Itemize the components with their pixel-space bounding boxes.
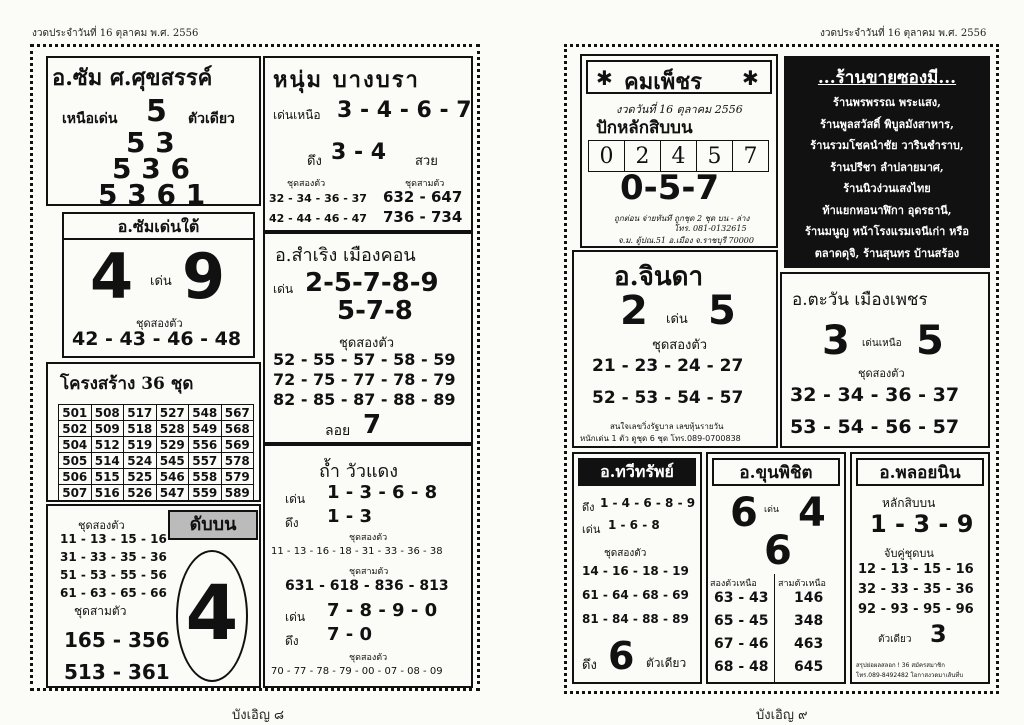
khom-big: 0-5-7 [620,168,720,208]
khom-digit-cell: 5 [697,141,733,172]
ploi-lak: หลักสิบบน [882,496,936,510]
khrongsang-cell: 509 [91,421,124,437]
khrongsang-cell: 557 [189,453,222,469]
khun-row-two: 68 - 48 [714,659,769,675]
thawi-l3: 81 - 84 - 88 - 89 [582,612,689,626]
tawan-l2: 53 - 54 - 56 - 57 [790,416,960,438]
khun-row-two: 63 - 43 [714,590,769,606]
left-footer: บังเอิญ ๘ [232,708,285,723]
samroeng-n1: 2-5-7-8-9 [305,268,439,298]
khrongsang-cell: 526 [124,485,157,501]
khrongsang-cell: 529 [156,437,189,453]
shop-line: ร้านพูลสวัสดิ์ พิบูลมังสาหาร, [820,117,954,131]
tham-den2-nums: 7 - 8 - 9 - 0 [327,600,438,621]
tham-chut-song-2: ชุดสองตัว [349,653,388,663]
bottom-chut-song-label: ชุดสองตัว [78,519,125,532]
tham-song-line-2: 70 - 77 - 78 - 79 - 00 - 07 - 08 - 09 [271,666,443,677]
khrongsang-row [59,453,254,469]
tham-den-nums: 1 - 3 - 6 - 8 [327,482,438,503]
nump-r2a: 42 - 44 - 46 - 47 [269,212,367,225]
thawi-l2: 61 - 64 - 68 - 69 [582,588,689,602]
khun-row-two: 67 - 46 [714,636,769,652]
samroeng-l2: 72 - 75 - 77 - 78 - 79 [273,370,456,389]
khrongsang-row [59,469,254,485]
tham-dueng: ดึง [285,516,299,530]
khrongsang-cell: 547 [156,485,189,501]
bottom-sam-1: 165 - 356 [64,628,170,652]
khom-date: งวดวันที่ 16 ตุลาคม 2556 [616,103,743,116]
thawi-dueng: ดึง [582,501,595,514]
khrongsang-cell: 528 [156,421,189,437]
khom-info-1: ถูกต่อน จ่ายทันที ถูกชุด 2 ชุด บน - ล่าง [614,214,750,223]
nump-chut-song: ชุดสองตัว [287,179,326,189]
left-header-date: งวดประจำวันที่ 16 ตุลาคม พ.ศ. 2556 [32,28,199,39]
khrongsang-row [59,485,254,501]
ploi-note-2: โทร.089-8492482 โอกาสงวดมาเส้นที่บ [856,672,964,679]
bottom-chut-sam-label: ชุดสามตัว [74,604,127,618]
khom-star-left-icon: ✱ [596,66,613,90]
khrongsang-cell: 569 [221,437,254,453]
tawan-title: อ.ตะวัน เมืองเพชร [792,290,928,310]
som-nuea-num: 5 [146,94,167,129]
samroeng-loi-num: 7 [363,410,382,440]
khrongsang-cell: 558 [189,469,222,485]
som-pyramid-2: 5 3 6 [112,152,190,185]
som-den-tai-title: อ.ซัมเด่นใต้ [64,214,253,240]
khrongsang-table [58,404,254,501]
khom-digit-cell: 0 [589,141,625,172]
khrongsang-cell: 578 [221,453,254,469]
khrongsang-cell: 501 [59,405,92,421]
tawan-chut: ชุดสองตัว [858,367,905,380]
khrongsang-cell: 502 [59,421,92,437]
tawan-den: เด่นเหนือ [862,338,902,349]
khrongsang-cell: 549 [189,421,222,437]
samroeng-title: อ.สำเริง เมืองคอน [275,245,416,266]
thawi-tua-diao: ตัวเดียว [646,656,687,670]
khrongsang-cell: 514 [91,453,124,469]
khrongsang-cell: 559 [189,485,222,501]
khun-row-three: 146 [794,590,824,606]
thawi-l1: 14 - 16 - 18 - 19 [582,564,689,578]
thawi-dueng-nums: 1 - 4 - 6 - 8 - 9 [600,496,696,510]
nump-title: หนุ่ม บางบรา [273,67,420,93]
jinda-b: 5 [708,288,736,334]
jinda-l1: 21 - 23 - 24 - 27 [592,356,744,376]
shop-line: ท้าแยกหอนาฬิกา อุดรธานี, [822,203,952,217]
khom-title: คมเพ็ชร [624,69,702,95]
som-den-tai-nums: 42 - 43 - 46 - 48 [72,328,242,350]
right-footer: บังเอิญ ๙ [756,708,808,723]
ploi-tua-num: 3 [930,620,947,648]
khrongsang-cell: 505 [59,453,92,469]
khrongsang-cell: 527 [156,405,189,421]
khrongsang-cell: 517 [124,405,157,421]
khrongsang-cell: 504 [59,437,92,453]
ploi-title: อ.พลอยนิน [856,458,984,486]
ploi-l1: 12 - 13 - 15 - 16 [858,562,974,577]
thawi-dueng-2: ดึง [582,658,597,673]
som-den-tai-a: 4 [90,240,134,313]
khom-star-right-icon: ✱ [742,66,759,90]
shop-line: ร้านรวมโชคนำชัย วารินชำราบ, [810,139,964,152]
khun-rows [708,590,844,682]
tham-sam-line: 631 - 618 - 836 - 813 [285,578,449,594]
tham-dueng-2: ดึง [285,634,299,648]
ploi-panel [850,452,990,684]
jinda-note-1: สนใจเลขวิ่งรัฐบาล เลขหุ้นรายวัน [610,422,724,431]
khrongsang-cell: 519 [124,437,157,453]
khrongsang-cell: 525 [124,469,157,485]
jinda-l2: 52 - 53 - 54 - 57 [592,388,744,408]
thawi-big: 6 [608,634,635,678]
shops-panel [784,56,990,268]
samroeng-den: เด่น [273,282,294,296]
shop-line: ร้านมนูญ หน้าโรงแรมเจนีเก่า หรือ [805,225,969,238]
tham-chut-sam: ชุดสามตัว [349,567,389,577]
khun-row [708,590,844,613]
thawi-chut: ชุดสองตัว [604,548,647,559]
jinda-chut: ชุดสองตัว [652,338,708,353]
khun-a: 6 [730,490,758,536]
khun-panel [706,452,846,684]
ploi-lak-nums: 1 - 3 - 9 [870,510,974,538]
nump-r2b: 736 - 734 [383,208,463,226]
khom-digit-cell: 2 [625,141,661,172]
shops-title: ...ร้านขายซองมี... [817,68,957,88]
khun-row [708,636,844,659]
khun-row-three: 645 [794,659,824,675]
samroeng-loi: ลอย [325,423,351,439]
tawan-panel [780,272,990,448]
left-bottom-panel [46,504,261,688]
khrongsang-cell: 506 [59,469,92,485]
som-den-tai-chut: ชุดสองตัว [136,317,183,330]
nump-chut-sam: ชุดสามตัว [405,179,445,189]
khrongsang-cell: 546 [156,469,189,485]
som-nuea-label: เหนือเด่น [62,111,118,127]
tham-panel [263,444,473,688]
khrongsang-cell: 515 [91,469,124,485]
khrongsang-title: โครงสร้าง 36 ชุด [60,374,194,394]
nump-r1a: 32 - 34 - 36 - 37 [269,192,367,205]
tawan-b: 5 [916,318,944,364]
samroeng-l1: 52 - 55 - 57 - 58 - 59 [273,350,456,369]
khrongsang-cell: 512 [91,437,124,453]
bottom-song-1: 11 - 13 - 15 - 16 [60,532,167,546]
som-pyramid-3: 5 3 6 1 [98,178,206,211]
som-den-tai-den: เด่น [150,274,172,289]
tawan-a: 3 [822,318,850,364]
tham-chut-song: ชุดสองตัว [349,533,388,543]
khrongsang-cell: 568 [221,421,254,437]
samroeng-n2: 5-7-8 [337,296,413,326]
tham-song-line: 11 - 13 - 16 - 18 - 31 - 33 - 36 - 38 [271,546,443,557]
thawi-panel [572,452,702,684]
bottom-sam-2: 513 - 361 [64,660,170,684]
khrongsang-panel [46,362,261,502]
jinda-den: เด่น [666,312,688,327]
bottom-song-4: 61 - 63 - 65 - 66 [60,586,167,600]
khrongsang-cell: 524 [124,453,157,469]
khun-row [708,613,844,636]
khrongsang-cell: 508 [91,405,124,421]
shop-line: ร้านนิวง่วนเสงไทย [843,182,931,195]
khun-b: 4 [798,490,826,536]
som-title: อ.ซัม ศ.ศุขสรรค์ [52,65,213,91]
samroeng-l3: 82 - 85 - 87 - 88 - 89 [273,390,456,409]
ploi-l3: 92 - 93 - 95 - 96 [858,602,974,617]
samroeng-chut: ชุดสองตัว [339,336,395,351]
khrongsang-cell: 579 [221,469,254,485]
khrongsang-row [59,405,254,421]
tham-title: ถ้ำ วัวแดง [319,461,399,482]
dap-bon-num: 4 [185,568,239,657]
khun-row-two: 65 - 45 [714,613,769,629]
shop-line: ตลาดดุจิ, ร้านสุนทร บ้านสร้อง [814,246,960,260]
nump-dueng-nums: 3 - 4 [331,140,387,165]
nump-nuea-label: เด่นเหนือ [273,108,321,122]
tawan-l1: 32 - 34 - 36 - 37 [790,384,960,406]
ploi-l2: 32 - 33 - 35 - 36 [858,582,974,597]
tham-dueng-nums: 1 - 3 [327,506,373,527]
right-header-date: งวดประจำวันที่ 16 ตุลาคม พ.ศ. 2556 [820,28,987,39]
thawi-title: อ.ทวีทรัพย์ [578,458,696,486]
khrongsang-row [59,437,254,453]
khrongsang-cell: 556 [189,437,222,453]
shops-list [784,92,990,264]
khom-info-2: โทร. 081-0132615 [674,224,747,233]
bottom-song-3: 51 - 53 - 55 - 56 [60,568,167,582]
khun-row [708,659,844,682]
khun-row-three: 463 [794,636,824,652]
som-tua-diao: ตัวเดียว [188,111,235,127]
khun-row-three: 348 [794,613,824,629]
khrongsang-cell: 518 [124,421,157,437]
jinda-title: อ.จินดา [614,262,704,292]
nump-nuea-nums: 3 - 4 - 6 - 7 [337,98,472,123]
thawi-den: เด่น [582,523,601,536]
tham-den: เด่น [285,492,306,506]
khrongsang-cell: 548 [189,405,222,421]
khrongsang-cell: 516 [91,485,124,501]
thawi-den-nums: 1 - 6 - 8 [608,518,660,532]
jinda-a: 2 [620,288,648,334]
khun-title: อ.ขุนพิชิต [712,458,840,486]
tham-dueng2-nums: 7 - 0 [327,624,373,645]
khun-c: 6 [764,528,792,574]
khrongsang-cell: 567 [221,405,254,421]
ploi-note-1: สรุปย่อผลสลอก ! 36 สมัครสมาชิก [856,662,945,669]
khrongsang-row [59,421,254,437]
khom-info-3: จ.ม. ตู้ปณ.51 อ.เมือง จ.ราชบุรี 70000 [618,236,754,245]
bottom-song-2: 31 - 33 - 35 - 36 [60,550,167,564]
ploi-tua-diao: ตัวเดียว [878,634,912,645]
jinda-panel [572,250,778,448]
nump-r1b: 632 - 647 [383,188,463,206]
khun-h1: สองตัวเหนือ [710,579,757,589]
jinda-note-2: หนักเด่น 1 ตัว ดูชุด 6 ชุด โทร.089-0700838 [580,434,741,443]
nump-panel [263,56,473,232]
khrongsang-cell: 589 [221,485,254,501]
shop-line: ร้านพรพรรณ พระแสง, [833,96,941,109]
som-panel [46,56,261,211]
khom-digit-cell: 4 [661,141,697,172]
khrongsang-cell: 507 [59,485,92,501]
nump-suay: สวย [415,154,438,169]
khun-h2: สามตัวเหนือ [778,579,826,589]
shop-line: ร้านปรีชา ลำปลายมาศ, [830,160,944,174]
khom-panel [580,54,778,248]
khom-pak: ปักหลักสิบบน [596,118,693,138]
khun-den: เด่น [764,505,780,515]
ploi-jap: จับคู่ชุดบน [884,547,934,560]
khom-digit-cell: 7 [733,141,769,172]
khom-title-bar [586,60,772,94]
nump-dueng-label: ดึง [307,154,322,169]
som-den-tai-b: 9 [182,240,226,313]
khrongsang-cell: 545 [156,453,189,469]
tham-den-2: เด่น [285,610,306,624]
samroeng-panel [263,232,473,444]
som-pyramid-1: 5 3 [126,126,175,159]
dap-bon-label: ดับบน [168,510,258,540]
